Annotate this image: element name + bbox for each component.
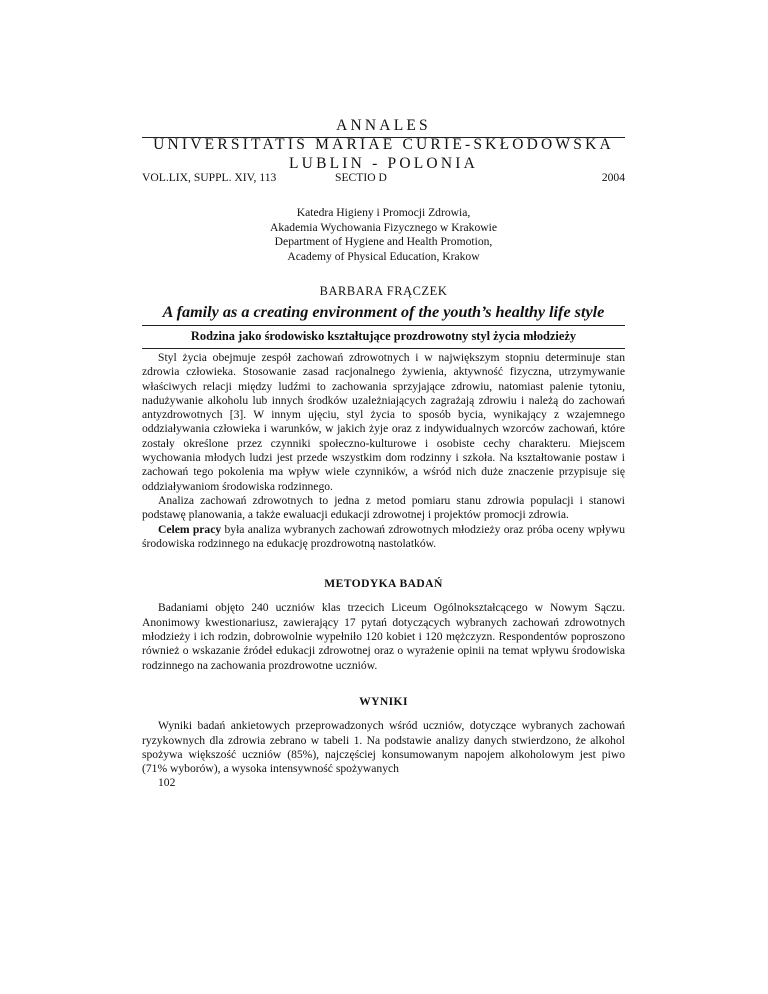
journal-header [142,116,625,173]
methods-heading: METODYKA BADAŃ [324,577,443,591]
affiliation-line: Akademia Wychowania Fizycznego w Krakowie [269,220,498,234]
results-heading: WYNIKI [359,694,408,708]
aim-text: była analiza wybranych zachowań zdrowotnych młodzieży oraz próba oceny wpływu środowiska rodzinnego na edukację prozdrowotną nastolatków. [142,522,626,550]
intro-paragraph-2: Analiza zachowań zdrowotnych to jedna z metod pomiaru stanu zdrowia populacji i stanowi podstawę planowania, a także ewaluacji edukacji zdrowotnej i projektów promocji zdrowia. [142,493,625,522]
journal-line-1: ANNALES [336,117,431,134]
volume-info: VOL.LIX, SUPPL. XIV, 113 [142,171,277,184]
results-paragraph: Wyniki badań ankietowych przeprowadzonych wśród uczniów, dotyczące wybranych zachowań ryzykownych dla zdrowia zebrano w tabeli 1. Na podstawie analizy danych stwierdzono, że alkohol spożywa większość uczniów (85%), najczęściej konsumowanym napojem alkoholowym jest piwo (71% wyborów), a wysoka intensywność spożywanych [142,719,625,776]
author-name: BARBARA FRĄCZEK [319,284,448,298]
header-rule [142,137,625,138]
methods-paragraph: Badaniami objęto 240 uczniów klas trzecich Liceum Ogólnokształcącego w Nowym Sączu. Anonimowy kwestionariusz, zawierający 17 pytań dotyczących wybranych zachowań zdrowotnych młodzieży i ich rodzin, dobrowolnie wypełniło 120 kobiet i 120 mężczyzn. Respondentów poproszono również o wskazanie źródeł edukacji zdrowotnej oraz o wyrażenie opinii na temat wpływu środowiska rodzinnego na zachowania prozdrowotne uczniów. [142,601,625,672]
article-body [142,351,625,791]
aim-label: Celem pracy [158,522,222,536]
year-info: 2004 [601,171,625,184]
intro-paragraph-1: Styl życia obejmuje zespół zachowań zdrowotnych i w największym stopniu determinuje stan zdrowia człowieka. Stosowanie zasad racjonalnego żywienia, aktywność fizyczna, utrzymywanie właściwych relacji między ludźmi to zachowania sprzyjające zdrowiu, natomiast palenie tytoniu, nadużywanie alkoholu lub innych środków uzależniających zagrażają zdrowiu i należą do zachowań antyzdrowotnych [3]. W innym ujęciu, styl życia to sposób bycia, wynikający z wzajemnego oddziaływania człowieka i warunków, w jakich żyje oraz z indywidualnych wzorców zachowań, które zostały określone przez czynniki społeczno-kulturowe i osobiste cechy charakteru. Miejscem wychowania młodych ludzi jest przede wszystkim dom rodzinny i szkoła. Na kształtowanie postaw i zachowań tego pokolenia ma wpływ wiele czynników, a wśród nich duże znaczenie przypisuje się oddziaływaniom środowiska rodzinnego. [142,351,625,493]
affiliation-line: Academy of Physical Education, Krakow [287,249,480,263]
affiliation-line: Katedra Higieny i Promocji Zdrowia, [296,206,471,219]
journal-line-3: LUBLIN - POLONIA [289,155,478,172]
affiliation-line: Department of Hygiene and Health Promotion, [274,235,493,249]
page-number: 102 [158,776,176,790]
title-bottom-rule [142,348,625,349]
paper-title-polish: Rodzina jako środowisko kształtujące prozdrowotny styl życia młodzieży [190,329,577,343]
section-info: SECTIO D [335,171,387,184]
title-rule [142,325,625,326]
journal-line-2: UNIVERSITATIS MARIAE CURIE-SKŁODOWSKA [153,136,614,153]
paper-title-english: A family as a creating environment of the youth’s healthy life style [162,303,605,321]
affiliation [142,206,625,264]
intro-paragraph-3 [142,523,625,552]
